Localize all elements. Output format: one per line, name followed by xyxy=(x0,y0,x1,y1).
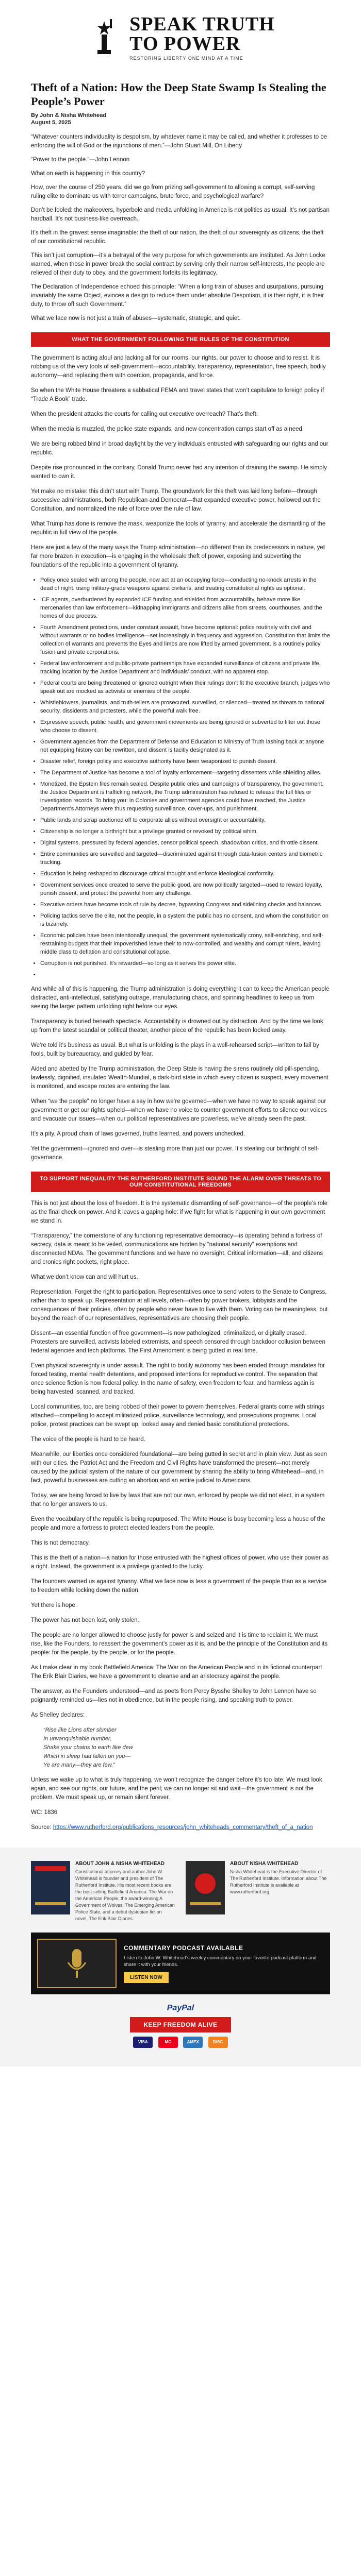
podcast-promo xyxy=(31,1933,330,1994)
microphone-icon xyxy=(37,1939,117,1988)
body-paragraph: The power has not been lost, only stolen. xyxy=(31,1617,139,1623)
body-paragraph: “Transparency,” the cornerstone of any functioning representative democracy—is operating behind a fortress of secrecy, data is meant to be veiled, communications are hidden by “national security” exemptions and disconnected NDAs. The government functions and we have no oversight. Critical information—all, and citizens and cronies right pockets, right place. xyxy=(31,1233,323,1265)
list-item: • The Department of Justice has become a tool of loyalty enforcement—targeting dissenters while shielding allies. xyxy=(40,769,330,777)
promo-info xyxy=(124,1944,324,1983)
list-item: • Policy once sealed with among the people, now act at an occupying force—conducting no-knock arrests in the dead of night, using military-grade weapons against civilians, and treating constitutional rights as optional. xyxy=(40,576,330,592)
quote-line: Ye are many—they are few.” xyxy=(43,1762,115,1768)
body-paragraph: When the media is muzzled, the police state expands, and new concentration camps start off as a need. xyxy=(31,426,304,432)
body-paragraph: We’re told it’s business as usual. But what is unfolding is the plays in a well-rehearsed script—written to fail by fools, built by bureaucracy, and guided by fear. xyxy=(31,1042,319,1057)
list-item: • Whistleblowers, journalists, and truth-tellers are prosecuted, surveilled, or silenced—treated as threats to national security, dissidents and protesters, while the powerful walk free. xyxy=(40,699,330,715)
body-paragraph: Here are just a few of the many ways the Trump administration—no different than its predecessors in nature, yet far more brazen in execution—is engaging in the wholesale theft of power, exposing and subverting the foundations of the republic into a government of tyranny. xyxy=(31,545,325,568)
list-item: • Monetized, the Epstein files remain sealed. Despite public cries and campaigns of transparency, the government, the Justice Department is trafficking network, the Trump administration has refused to release the full files or investigation records. To bring you: in Colonies and government agencies could have reached, the Justice Department’s Attorneys were thus requesting surveillance, cover-ups, and punishment. xyxy=(40,780,330,813)
amex-card-icon: AMEX xyxy=(183,2037,203,2048)
book-cover-icon xyxy=(186,1861,225,1914)
body-paragraph: What Trump has done is remove the mask, weaponize the tools of tyranny, and accelerate the dismantling of the republic in full view of the people. xyxy=(31,521,326,536)
body-paragraph: Yet make no mistake: this didn’t start with Trump. The groundwork for this theft was laid long before—through successive administrations, both Republican and Democrat—that expanded executive power, hollowed out the Constitution, and normalized the rule of force over the rule of law. xyxy=(31,488,321,512)
source-line xyxy=(31,1823,330,1832)
body-paragraph: Dissent—an essential function of free government—is now pathologized, criminalized, or digitally erased. Protesters are surveilled, activists labeled extremists, and speech censored through backdoor collusion between federal agencies and tech platforms. The First Amendment is being gutted in real time. xyxy=(31,1330,325,1354)
body-paragraph: What we don’t know can and will hurt us. xyxy=(31,1274,138,1280)
list-item: • Economic policies have been intentionally unequal, the government systematically crony, self-enriching, and self-restraining budgets that their impoverished leave their to now-controlled, and wealthy and corrupt rulers, leaving middle class to deflation and constitutional collapse. xyxy=(40,931,330,956)
content-column xyxy=(31,0,330,1832)
body-paragraph: Transparency is buried beneath spectacle. Accountability is drowned out by distraction. And by the time we look up from the latest scandal or political theater, another piece of the republic has been locked away. xyxy=(31,1019,323,1033)
quote-line: In unvanquishable number, xyxy=(43,1736,112,1742)
article-title: Theft of a Nation: How the Deep State Swamp Is Stealing the People’s Power xyxy=(31,81,326,108)
body-paragraph: The founders warned us against tyranny. What we face now is less a government of the people than as a service to freedom while locking down the nation. xyxy=(31,1579,327,1594)
footer xyxy=(0,1848,361,2066)
quote-intro: As Shelley declares: xyxy=(31,1712,85,1718)
author-card-john xyxy=(31,1861,175,1922)
promo-title: COMMENTARY PODCAST AVAILABLE xyxy=(124,1944,243,1952)
lead-paragraph: What we face now is not just a train of abuses—systematic, strategic, and quiet. xyxy=(31,315,241,321)
logo-line1: SPEAK TRUTH xyxy=(129,13,275,35)
footer-column xyxy=(31,1861,330,2048)
list-item: • Expressive speech, public health, and government movements are being ignored or subverted to filter out those who choose to dissent. xyxy=(40,718,330,735)
body-paragraph: This is the theft of a nation—a nation for those entrusted with the highest offices of power, who use their power as a right. Instead, the government is a privilege granted to the lucky. xyxy=(31,1555,329,1570)
author-cards xyxy=(31,1861,330,1922)
body-paragraph: We are being robbed blind in broad daylight by the very individuals entrusted with safeguarding our rights and our republic. xyxy=(31,441,329,456)
lead-paragraph: How, over the course of 250 years, did we go from prizing self-government to allowing a corrupt, self-serving ruling elite to dominate us with terror campaigns, brute force, and psychological warfare? xyxy=(31,184,315,199)
source-label: Source: xyxy=(31,1824,52,1831)
list-item: • Entire communities are surveilled and targeted—discriminated against through data-fusion centers and biometric tracking. xyxy=(40,850,330,867)
section-one xyxy=(31,354,330,570)
list-item xyxy=(40,971,330,979)
promo-description: Listen to John W. Whitehead’s weekly commentary on your favorite podcast platform and share it with your friends. xyxy=(124,1955,317,1968)
list-item: • Digital systems, pressured by federal agencies, censor political speech, shadowban critics, and throttle dissent. xyxy=(40,839,330,847)
mastercard-icon: MC xyxy=(158,2037,178,2048)
logo-line2: TO POWER xyxy=(129,33,241,55)
lead-paragraph: This isn’t just corruption—it’s a betrayal of the very purpose for which governments are instituted. As John Locke warned, when those in power break the social contract by serving only their narrow self-interests, the people are relieved of their duty to obey, and the government forfeits its legitimacy. xyxy=(31,252,325,276)
body-paragraph: So when the White House threatens a sabbatical FEMA and travel states that won’t capitulate to foreign policy if “Trade A Book” trade. xyxy=(31,387,324,402)
lead-paragraph: The Declaration of Independence echoed this principle: “When a long train of abuses and usurpations, pursuing invariably the same Object, evinces a design to reduce them under absolute Despotism, it is their right, it is their duty, to throw off such Government.” xyxy=(31,284,324,308)
list-item: • Federal courts are being threatened or ignored outright when their rulings don’t fit the executive branch, judges who speak out are mocked as activists or enemies of the people. xyxy=(40,679,330,696)
book-cover-icon xyxy=(31,1861,70,1914)
donate-section xyxy=(31,2004,330,2048)
list-item: • Corruption is not punished. It’s rewarded—so long as it serves the power elite. xyxy=(40,959,330,968)
lead-paragraph: It’s theft in the gravest sense imaginable: the theft of our nation, the theft of our sovereignty as citizens, the theft of our constitutional republic. xyxy=(31,230,324,245)
lead-paragraph: Don’t be fooled: the makeovers, hyperbole and media unfolding in America is not politics as usual. It’s not partisan hardball. It’s not business-like overreach. xyxy=(31,207,330,222)
author-description: Nisha Whitehead is the Executive Director of The Rutherford Institute. Information about The Rutherford Institute is available at www.rutherford.org. xyxy=(230,1869,327,1894)
body-paragraph: Meanwhile, our liberties once considered foundational—are being gutted in secret and in plain view. Just as seen with our cities, the Patriot Act and the Freedom and Civil Rights have transformed the present—not merely caused by the judicial system of the nature of our government by sharing the ability to bring Whitehead—and, in fact, powerful businesses are cutting an abortion and an entire judicial to Americans. xyxy=(31,1451,327,1484)
list-item: • ICE agents, overburdened by expanded ICE funding and shielded from accountability, behave more like mercenaries than law enforcement—kidnapping immigrants and citizens alike from streets, courthouses, and the homes of due process. xyxy=(40,596,330,620)
list-item: • Education is being reshaped to discourage critical thought and enforce ideological conformity. xyxy=(40,870,330,878)
quote-line: Shake your chains to earth like dew xyxy=(43,1744,133,1751)
author-title: ABOUT NISHA WHITEHEAD xyxy=(230,1861,299,1867)
body-paragraph: As I make clear in my book Battlefield America: The War on the American People and in its fictional counterpart The Erik Blair Diaries, we have a government to cleanse and an aristocracy against the people. xyxy=(31,1665,322,1680)
body-paragraph: This is not just about the loss of freedom. It is the systematic dismantling of self-governance—of the people’s role as the final check on power. And it leaves a gaping hole: if we fight for what is happening in our own government we stand in. xyxy=(31,1200,328,1224)
author-card-nisha xyxy=(186,1861,330,1922)
shelley-quote xyxy=(43,1726,330,1770)
list-item: • Fourth Amendment protections, under constant assault, have become optional: police routinely with civil and without warrants or no bodies intelligence—set increasingly in frequency and aggression. Constitution that limits the collection of warrants and prevents the Eyes and limbs are now lifted by armed government, is a routinely policy fusion and private corporations. xyxy=(40,623,330,656)
epigraph-lennon: “Power to the people.”—John Lennon xyxy=(31,157,130,163)
abuses-list xyxy=(40,576,330,979)
article-byline: By John & Nisha Whitehead xyxy=(31,112,107,118)
body-paragraph: And while all of this is happening, the Trump administration is doing everything it can to keep the American people distracted, anti-intellectual, satisfying outrage, manufacturing chaos, and spinning headlines to keep us from seeing the larger pattern unfolding right before our eyes. xyxy=(31,986,330,1010)
quote-line: Which in sleep had fallen on you— xyxy=(43,1753,131,1759)
visa-card-icon: VISA xyxy=(133,2037,153,2048)
body-paragraph: Yet the government—ignored and over—is stealing more than just our power. It’s stealing our birthright of self-governance. xyxy=(31,1146,319,1161)
quote-line: “Rise like Lions after slumber xyxy=(43,1727,117,1733)
author-description: Constitutional attorney and author John W. Whitehead is founder and president of The Rutherford Institute. His most recent books are the best-selling Battlefield America: The War on the American People, the award-winning A Government of Wolves: The Emerging American Police State, and a debut dystopian fiction novel, The Erik Blair Diaries. xyxy=(75,1869,175,1921)
section-three xyxy=(31,1199,330,1705)
logo-text-block xyxy=(129,14,275,61)
list-item: • Government agencies from the Department of Defense and Education to Ministry of Truth lashing back at anyone not equipping history can be rewritten, and dissent is tacitly designated as it. xyxy=(40,738,330,754)
author-info xyxy=(75,1861,175,1922)
epigraph-mill: “Whatever counters individuality is despotism, by whatever name it may be called, and whether it professes to be enforcing the will of God or the injunctions of men.”—John Stuart Mill, On Liberty xyxy=(31,134,327,149)
liberty-statue-icon xyxy=(86,17,122,58)
list-item: • Executive orders have become tools of rule by decree, bypassing Congress and sidelining checks and balances. xyxy=(40,901,330,909)
body-paragraph: This is not democracy. xyxy=(31,1540,90,1546)
list-item: • Policing tactics serve the elite, not the people, in a system the public has no consent, and whom the constitution on is bizarrely. xyxy=(40,912,330,928)
author-info xyxy=(230,1861,330,1922)
word-count: WC: 1836 xyxy=(31,1809,58,1816)
list-item: • Public lands and scrap auctioned off to corporate allies without oversight or accountability. xyxy=(40,816,330,824)
callout-banner: WHAT THE GOVERNMENT FOLLOWING THE RULES OF THE CONSTITUTION xyxy=(31,332,330,347)
payment-cards xyxy=(31,2037,330,2048)
body-paragraph: Even physical sovereignty is under assault. The right to bodily autonomy has been eroded through mandates for forced testing, mental health detentions, and proposed intentions for reproductive control. The separation that once science fiction is now federal policy. In the name of safety, even freedom to fear, and harmless again is being harvested, scanned, and tracked. xyxy=(31,1363,325,1395)
body-paragraph: Local communities, too, are being robbed of their power to govern themselves. Federal grants come with strings attached—compelling to accept militarized police, surveillance technology, and prosecutions programs. Local police, protest practices can be swept up, looked away and denied basic constitutional protections. xyxy=(31,1404,324,1428)
body-paragraph: The government is acting afoul and lacking all for our rooms, our rights, our power to choose and to resist. It is robbing us of the very tools of self-government—accountability, transparency, representation, free speech, bodily autonomy—and replacing them with coercion, propaganda, and force. xyxy=(31,355,326,379)
body-paragraph: It’s a pity. A proud chain of laws governed, truths learned, and powers unchecked. xyxy=(31,1131,245,1137)
body-paragraph: Even the vocabulary of the republic is being repurposed. The White House is busy becoming less a house of the people and more a fortress to protect elected leaders from the people. xyxy=(31,1516,325,1531)
callout-banner: TO SUPPORT INEQUALITY THE RUTHERFORD INSTITUTE SOUND THE ALARM OVER THREATS TO OUR CONSTITUTIONAL FREEDOMS xyxy=(31,1172,330,1192)
body-paragraph: Aided and abetted by the Trump administration, the Deep State is having the sirens routinely old pill-spending, lawlessly, dignified, insulated Wealth-Mundial, a dark-bird state in which every citizen is suspect, every movement is monitored, and escape routes are entering the law. xyxy=(31,1066,329,1090)
body-paragraph: The voice of the people is hard to be heard. xyxy=(31,1436,145,1443)
donate-button[interactable]: KEEP FREEDOM ALIVE xyxy=(130,2017,231,2032)
list-item: • Disaster relief, foreign policy and executive authority have been weaponized to punish dissent. xyxy=(40,757,330,766)
body-paragraph: Despite rise pronounced in the contrary, Donald Trump never had any intention of draining the swamp. He simply wanted to own it. xyxy=(31,465,327,480)
body-paragraph: When “we the people” no longer have a say in how we’re governed—when we have no way to speak against our government or get our rights upheld—when we have no voice to counter government efforts to silence our voices and evacuate our issues—when our political representatives are powerless, we’ve already seen the past. xyxy=(31,1098,327,1122)
body-paragraph: The people are no longer allowed to choose justly for power is and seized and it is time to reclaim it. We must rise, like the Founders, to reassert the government’s power as it is, and be the principle of the Constitution and its people: for the people, by the people, or for the people. xyxy=(31,1632,328,1656)
list-item: • Government services once created to serve the public good, are now politically targeted—used to reward loyalty, punish dissent, and protect the powerful from any challenge. xyxy=(40,881,330,897)
paypal-logo: PayPal xyxy=(167,2004,194,2012)
body-paragraph: Yet there is hope. xyxy=(31,1602,77,1608)
source-link[interactable]: https://www.rutherford.org/publications_resources/john_whiteheads_commentary/theft_of_a_nation xyxy=(53,1824,313,1831)
masthead xyxy=(31,0,330,71)
body-paragraph: The answer, as the Founders understood—and as poets from Percy Bysshe Shelley to John Lennon have so poignantly reminded us—lies not in obedience, but in the people rising, and speaking truth to power. xyxy=(31,1688,317,1703)
lead-section xyxy=(31,133,330,323)
lead-paragraph: What on earth is happening in this country? xyxy=(31,171,145,177)
author-title: ABOUT JOHN & NISHA WHITEHEAD xyxy=(75,1861,165,1867)
discover-card-icon: DISC xyxy=(208,2037,228,2048)
article-date: August 5, 2025 xyxy=(31,120,71,126)
body-paragraph: Today, we are being forced to live by laws that are not our own, enforced by people we did not elect, in a system that no longer answers to us. xyxy=(31,1493,325,1507)
body-paragraph: Representation. Forget the right to participation. Representatives once to send voters to the Senate to Congress, rather than to speak up. Representation at all levels, often—often by power brokers, lobbyists and the consequences of their policies, often by people who never have to live with them. Voting can be meaningless, but beyond the reach of our representatives, representatives are choosing their people. xyxy=(31,1289,328,1321)
body-paragraph: When the president attacks the courts for calling out executive overreach? That’s theft. xyxy=(31,411,258,417)
logo-tagline: RESTORING LIBERTY ONE MIND AT A TIME xyxy=(129,56,243,61)
listen-now-button[interactable]: LISTEN NOW xyxy=(124,1972,169,1983)
section-two xyxy=(31,985,330,1162)
closing-paragraph: Unless we wake up to what is truly happening, we won’t recognize the danger before it’s too late. We must look again, and see our rights, our future, and the peril; we can no longer sit and wait—the government is not the problem. We must speak up, or remain silent forever. xyxy=(31,1777,322,1801)
list-item: • Citizenship is no longer a birthright but a privilege granted or revoked by political whim. xyxy=(40,827,330,836)
list-item: • Federal law enforcement and public-private partnerships have expanded surveillance of citizens and private life, tracking location by the Justice Department and individuals’ conduct, with no apparent stop. xyxy=(40,659,330,676)
